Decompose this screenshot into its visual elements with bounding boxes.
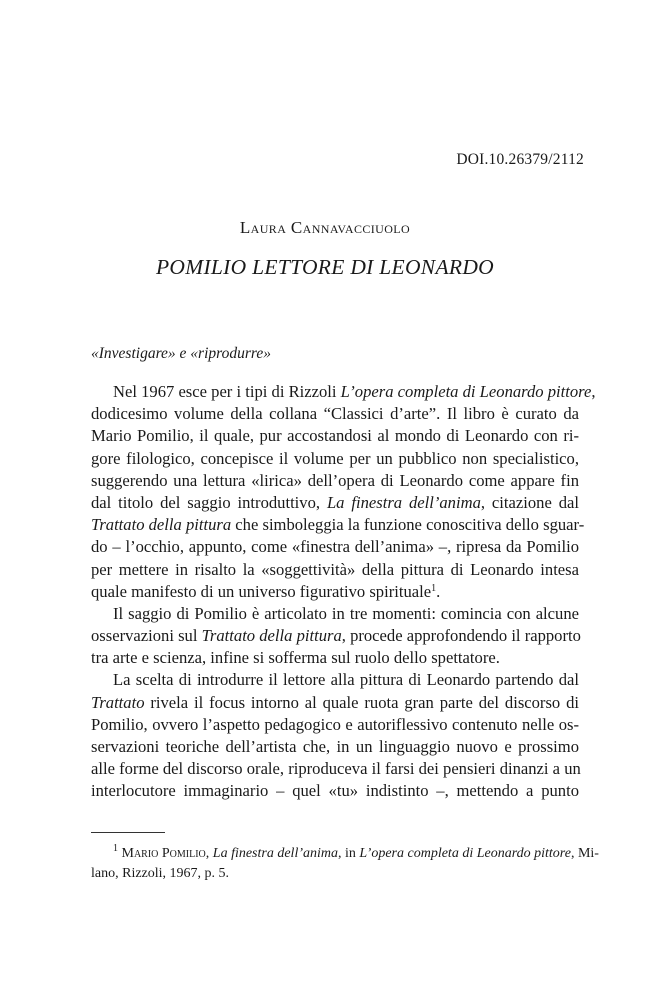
text-line: tra arte e scienza, infine si sofferma sul ruolo dello spettatore. [91,648,500,668]
body-text [91,381,596,803]
text-line: alle forme del discorso orale, riproduceva il farsi dei pensieri dinanzi a un [91,759,581,779]
text-line: Il saggio di Pomilio è articolato in tre momenti: comincia con alcune [113,603,579,623]
text-line: Pomilio, ovvero l’aspetto pedagogico e autoriflessivo contenuto nelle os- [91,714,579,734]
text-line: per mettere in risalto la «soggettività» della pittura di Leonardo intesa [91,559,579,579]
text-line: do – l’occhio, appunto, come «finestra dell’anima» –, ripresa da Pomilio [91,537,579,557]
text-line: Mario Pomilio, il quale, pur accostandosi al mondo di Leonardo con ri- [91,426,579,446]
text-line: osservazioni sul Trattato della pittura, procede approfondendo il rapporto [91,626,581,646]
text-line: Trattato rivela il focus intorno al quale ruota gran parte del discorso di [91,692,579,712]
footnote-divider [91,832,165,833]
text-line: Nel 1967 esce per i tipi di Rizzoli L’opera completa di Leonardo pittore, [113,382,596,401]
author-name: Laura Cannavacciuolo [239,218,411,237]
section-heading: «Investigare» e «riprodurre» [91,345,271,362]
footnote-line: lano, Rizzoli, 1967, p. 5. [91,866,230,881]
article-title: POMILIO LETTORE DI LEONARDO [156,255,494,279]
footnote-ref[interactable]: 1 [431,582,437,594]
footnote [91,843,599,884]
text-line: quale manifesto di un universo figurativo spirituale$^1$. [91,581,441,601]
footnote-line: $^1$ Mario Pomilio, La finestra dell’anima, in L’opera completa di Leonardo pittore, Mi- [113,843,599,861]
text-line: servazioni teoriche dell’artista che, in un linguaggio nuovo e prossimo [91,737,579,756]
text-line: gore filologico, concepisce il volume per un pubblico non specialistico, [91,448,579,468]
text-line: dal titolo del saggio introduttivo, La finestra dell’anima, citazione dal [91,492,579,512]
text-line: dodicesimo volume della collana “Classici d’arte”. Il libro è curato da [91,404,579,424]
text-line: La scelta di introdurre il lettore alla pittura di Leonardo partendo dal [113,670,579,690]
text-line: interlocutore immaginario – quel «tu» indistinto –, mettendo a punto [91,781,579,801]
text-line: suggerendo una lettura «lirica» dell’opera di Leonardo come appare fin [91,470,579,490]
doi-label: DOI.10.26379/2112 [456,151,584,168]
text-line: Trattato della pittura che simboleggia la funzione conoscitiva dello sguar- [91,515,585,535]
footnote-number: 1 [113,843,118,854]
